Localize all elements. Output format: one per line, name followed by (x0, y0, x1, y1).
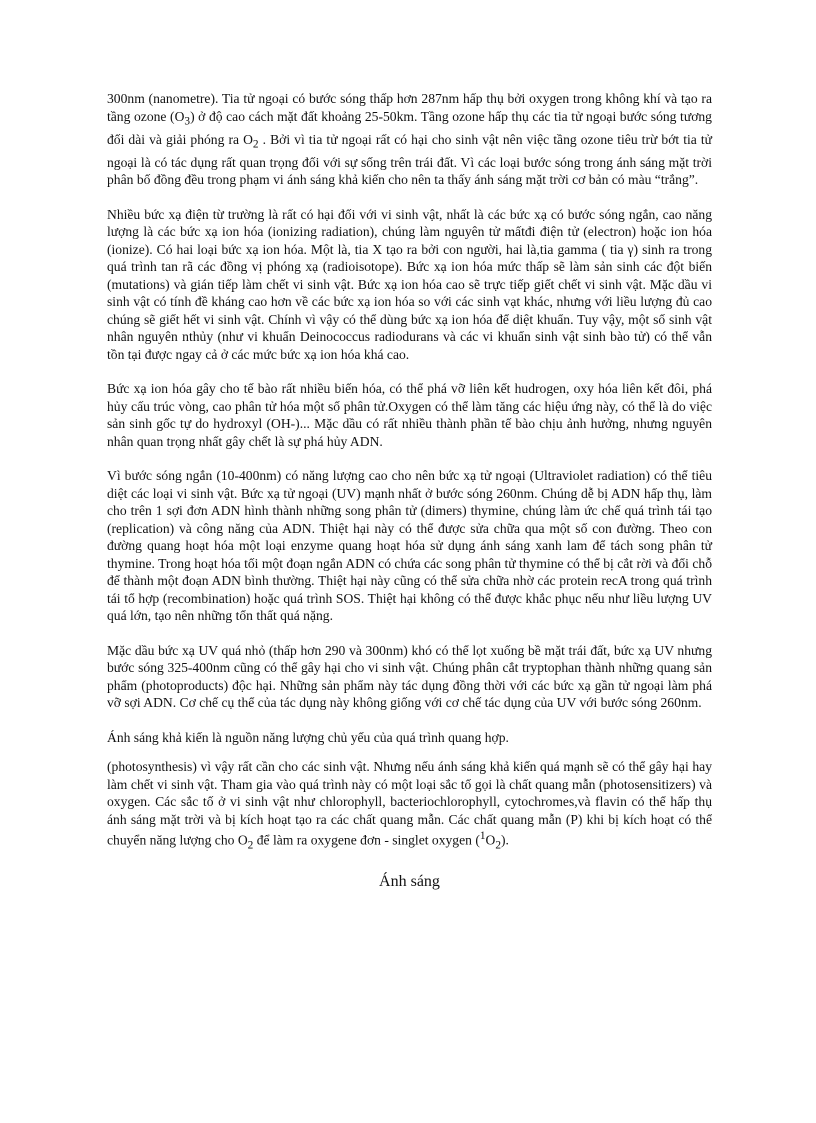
text-run: (photosynthesis) vì vậy rất cần cho các sinh vật. Nhưng nếu ánh sáng khả kiến quá mạnh sẽ có thể gây hại hay làm chết vi sinh vật. Tham gia vào quá trình này có một loại sắc tố gọi là chất quang mẫn (photosensitizers) và oxygen. Các sắc tố ở vi sinh vật như chlorophyll, bacteriochlorophyll, cytochromes,và flavin có thể hấp thụ ánh sáng mặt trời và bị kích hoạt tạo ra các chất quang mẫn. Các chất quang mẫn (P) khi bị kích hoạt có thể chuyển năng lượng cho O (107, 759, 712, 848)
paragraph-ionizing-effects (107, 380, 712, 450)
subscript: 2 (252, 138, 259, 151)
text-run: ) ở độ cao cách mặt đất khoảng 25-50km. Tầng ozone hấp thụ các tia tử ngoại bước sóng tương đối dài và giải phóng ra O (107, 108, 712, 147)
paragraph-photosynthesis (107, 758, 712, 855)
subscript: 2 (247, 839, 254, 852)
paragraph-uv-ozone (107, 90, 712, 189)
text-run: O (485, 832, 496, 848)
text-run: Vì bước sóng ngắn (10-400nm) có năng lượng cao cho nên bức xạ tử ngoại (Ultraviolet radiation) có thể tiêu diệt các loại vi sinh vật. Bức xạ tử ngoại (UV) mạnh nhất ở bước sóng 260nm. Chúng dễ bị ADN hấp thụ, làm cho trên 1 sợi đơn ADN hình thành những song phân tử (dimers) thymine, chúng làm ức chế quá trình tái tạo (replication) và công năng của ADN. Thiệt hại này có thể được sửa chữa qua một số con đường. Theo con đường quang hoạt hóa một loại enzyme quang hoạt hóa sử dụng ánh sáng xanh lam để tách song phân tử thymine. Trong hoạt hóa tối một đoạn ngắn ADN có chứa các song phân tử thymine có thể bị cắt rời và đổi chỗ để thành một đoạn ADN bình thường. Thiệt hại này cũng có thể sửa chữa nhờ các protein recA trong quá trình tái tổ hợp (recombination) hoặc quá trình SOS. Thiệt hại không có thể được khắc phục nếu như liều lượng UV quá lớn, tạo nên những tổn thất quá nặng. (107, 468, 712, 624)
text-run: Mặc dầu bức xạ UV quá nhỏ (thấp hơn 290 và 300nm) khó có thể lọt xuống bề mặt trái đất, bức xạ UV nhưng bước sóng 325-400nm cũng có thể gây hại cho vi sinh vật. Chúng phân cắt tryptophan thành những quang sản phẩm (photoproducts) độc hại. Những sản phẩm này tác dụng đồng thời với các bức xạ gần tử ngoại làm phá vỡ sợi ADN. Cơ chế cụ thể của tác dụng này không giống với cơ chế tác dụng của UV với bước sóng 260nm. (107, 642, 712, 711)
text-run: ). (501, 832, 509, 848)
text-run: 300nm (nanometre). Tia tử ngoại có bước sóng thấp hơn 287nm hấp thụ bởi oxygen trong không khí và tạo ra tầng ozone (O (107, 91, 712, 124)
paragraph-near-uv (107, 642, 712, 712)
superscript: 1 (479, 830, 486, 843)
text-run: Nhiều bức xạ điện từ trường là rất có hại đối với vi sinh vật, nhất là các bức xạ có bước sóng ngắn, cao năng lượng là các bức xạ ion hóa (ionizing radiation), chúng làm nguyên tử mấtđi điện tử (electron) hoặc ion hóa (ionize). Có hai loại bức xạ ion hóa. Một là, tia X tạo ra bởi con người, hai là,tia gamma ( tia γ) sinh ra trong quá trình tan rã các đồng vị phóng xạ (radioisotope). Bức xạ ion hóa mức thấp sẽ làm sản sinh các đột biến (mutations) và gián tiếp làm chết vi sinh vật. Bức xạ ion hóa cao sẽ trực tiếp giết chết vi sinh vật. Mặc dầu vi sinh vật có tính đề kháng cao hơn về các bức xạ ion hóa so với các sinh vạt khác, nhưng với liều lượng đủ cao chúng sẽ giết hết vi sinh vật. Chính vì vậy có thể dùng bức xạ ion hóa để diệt khuẩn. Tuy vậy, một số sinh vật nhân nguyên nthủy (như vi khuẩn Deinococcus radiodurans và các vi khuẩn sinh vật sinh bào tử) có thể vẫn tồn tại được ngay cả ở các mức bức xạ ion hóa khá cao. (107, 206, 712, 362)
paragraph-ionizing-radiation (107, 206, 712, 364)
text-run: Bức xạ ion hóa gây cho tế bào rất nhiều biến hóa, có thể phá vỡ liên kết hudrogen, oxy hóa liên kết đôi, phá hủy cấu trúc vòng, cao phân tử hóa một số phân tử.Oxygen có thể làm tăng các hiệu ứng này, có thể là do việc sản sinh gốc tự do hydroxyl (OH-)... Mặc dầu có rất nhiều thành phần tế bào chịu ảnh hưởng, nhưng nguyên nhân quan trọng nhất gây chết là sự phá hủy ADN. (107, 381, 712, 449)
paragraph-visible-light (107, 729, 712, 747)
section-heading: Ánh sáng (379, 873, 440, 891)
text-run: để làm ra oxygene đơn - singlet oxygen ( (253, 832, 480, 848)
subscript: 2 (495, 839, 502, 852)
paragraph-ultraviolet (107, 467, 712, 625)
subscript: 3 (184, 115, 191, 128)
text-run: . Bởi vì tia tử ngoại rất có hại cho sinh vật nên việc tầng ozone tiêu trừ bớt tia tử ngoại là có tác dụng rất quan trọng đối với sự sống trên trái đất. Vì các loại bước sóng trong ánh sáng mặt trời phân bố đồng đều trong phạm vi ánh sáng khả kiến cho nên ta thấy ánh sáng mặt trời cơ bản có màu “trắng”. (107, 131, 712, 188)
document-page (107, 90, 712, 891)
text-run: Ánh sáng khả kiến là nguồn năng lượng chủ yếu của quá trình quang hợp. (107, 729, 509, 745)
